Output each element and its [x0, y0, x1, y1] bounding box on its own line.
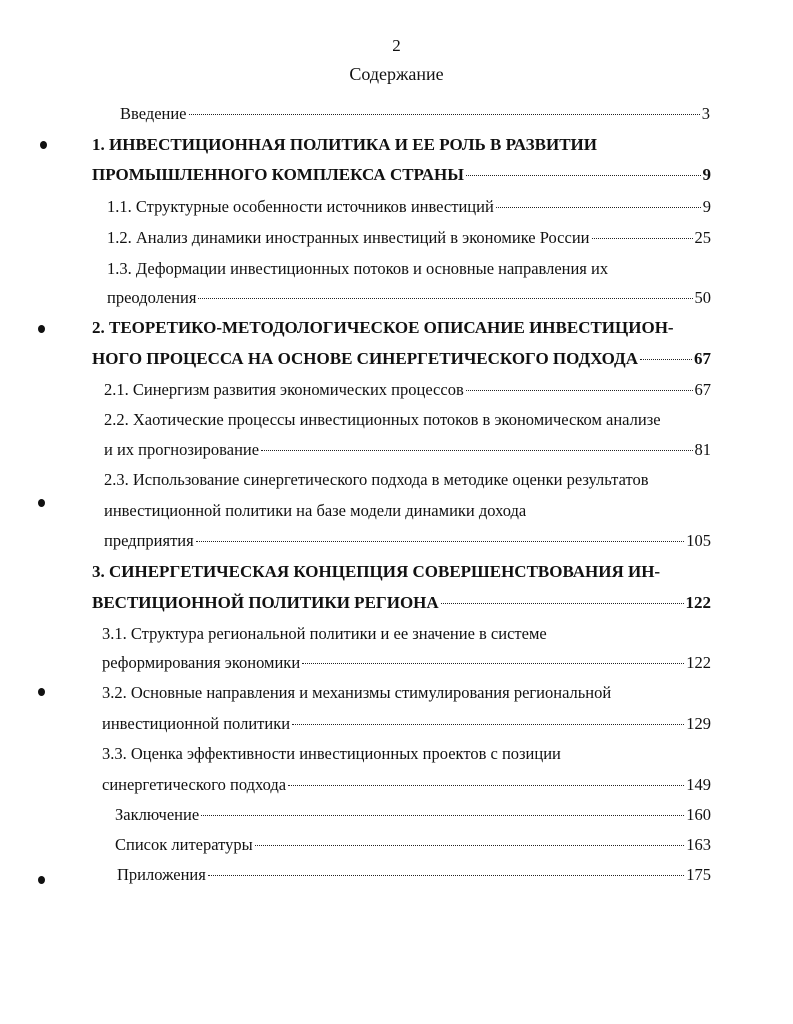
toc-page-number: 122 — [686, 653, 711, 672]
page-title: Содержание — [349, 64, 444, 84]
toc-entry-text: НОГО ПРОЦЕССА НА ОСНОВЕ СИНЕРГЕТИЧЕСКОГО ПОДХОДА — [92, 349, 638, 368]
toc-entry-text: ВЕСТИЦИОННОЙ ПОЛИТИКИ РЕГИОНА — [92, 593, 439, 612]
dot-leader — [466, 175, 701, 176]
toc-chapter-1-line-2 — [92, 165, 711, 185]
dot-leader — [640, 359, 692, 360]
margin-bullet-icon — [40, 141, 47, 149]
dot-leader — [255, 845, 685, 846]
toc-section-3-3-line-1: 3.3. Оценка эффективности инвестиционных проектов с позиции — [102, 744, 561, 763]
toc-intro — [120, 104, 710, 124]
toc-entry-text: реформирования экономики — [102, 653, 301, 672]
toc-section-1-2 — [107, 228, 711, 248]
toc-entry-text: преодоления — [107, 288, 197, 307]
toc-page-number: 67 — [694, 380, 711, 399]
toc-section-2-3-line-2: инвестиционной политики на базе модели динамики дохода — [104, 501, 527, 520]
toc-section-3-2-line-2 — [102, 714, 711, 734]
toc-entry-text: 2.1. Синергизм развития экономических процессов — [104, 380, 464, 399]
toc-section-1-3-line-2 — [107, 288, 711, 308]
page-number: 2 — [392, 36, 401, 55]
toc-entry-text: синергетического подхода — [102, 775, 287, 794]
toc-entry-text: 1.2. Анализ динамики иностранных инвестиций в экономике России — [107, 228, 590, 247]
toc-chapter-3-line-2 — [92, 593, 711, 613]
toc-page-number: 163 — [686, 835, 711, 854]
toc-page-number: 122 — [685, 593, 711, 612]
toc-section-2-3-line-1: 2.3. Использование синергетического подхода в методике оценки результатов — [104, 470, 649, 489]
toc-entry-text: Список литературы — [115, 835, 253, 854]
toc-page-number: 149 — [686, 775, 711, 794]
toc-chapter-2-line-2 — [92, 349, 711, 369]
margin-bullet-icon — [38, 876, 45, 884]
dot-leader — [441, 603, 684, 604]
toc-entry-text: Введение — [120, 104, 187, 123]
toc-page-number: 81 — [694, 440, 711, 459]
toc-entry-text: предприятия — [104, 531, 194, 550]
toc-chapter-3-line-1: 3. СИНЕРГЕТИЧЕСКАЯ КОНЦЕПЦИЯ СОВЕРШЕНСТВОВАНИЯ ИН- — [92, 562, 661, 581]
toc-section-2-2-line-1: 2.2. Хаотические процессы инвестиционных потоков в экономическом анализе — [104, 410, 661, 429]
toc-entry-text: Приложения — [117, 865, 206, 884]
dot-leader — [302, 663, 684, 664]
toc-page-number: 105 — [686, 531, 711, 550]
toc-conclusion — [115, 805, 711, 825]
toc-page-number: 129 — [686, 714, 711, 733]
toc-chapter-1-line-1: 1. ИНВЕСТИЦИОННАЯ ПОЛИТИКА И ЕЕ РОЛЬ В РАЗВИТИИ — [92, 135, 597, 154]
margin-bullet-icon — [38, 499, 45, 507]
toc-entry-text: 1.1. Структурные особенности источников инвестиций — [107, 197, 494, 216]
toc-section-3-3-line-2 — [102, 775, 711, 795]
toc-entry-text: и их прогнозирование — [104, 440, 260, 459]
dot-leader — [208, 875, 684, 876]
margin-bullet-icon — [38, 325, 45, 333]
toc-entry-text: Заключение — [115, 805, 200, 824]
toc-section-2-2-line-2 — [104, 440, 711, 460]
toc-section-3-1-line-1: 3.1. Структура региональной политики и ее значение в системе — [102, 624, 547, 643]
dot-leader — [592, 238, 693, 239]
toc-appendix — [117, 865, 711, 885]
dot-leader — [466, 390, 693, 391]
toc-section-2-3-line-3 — [104, 531, 711, 551]
dot-leader — [292, 724, 684, 725]
toc-entry-text: ПРОМЫШЛЕННОГО КОМПЛЕКСА СТРАНЫ — [92, 165, 464, 184]
dot-leader — [198, 298, 692, 299]
dot-leader — [261, 450, 692, 451]
dot-leader — [196, 541, 685, 542]
toc-page-number: 25 — [694, 228, 711, 247]
toc-page-number: 9 — [702, 165, 711, 184]
toc-section-1-1 — [107, 197, 711, 217]
toc-section-1-3-line-1: 1.3. Деформации инвестиционных потоков и основные направления их — [107, 259, 609, 278]
toc-section-2-1 — [104, 380, 711, 400]
toc-page-number: 175 — [686, 865, 711, 884]
toc-entry-text: инвестиционной политики — [102, 714, 291, 733]
toc-page-number: 50 — [694, 288, 711, 307]
dot-leader — [496, 207, 701, 208]
toc-references — [115, 835, 711, 855]
dot-leader — [189, 114, 700, 115]
dot-leader — [288, 785, 684, 786]
toc-page-number: 3 — [701, 104, 710, 123]
toc-page-number: 67 — [694, 349, 711, 368]
dot-leader — [201, 815, 684, 816]
margin-bullet-icon — [38, 688, 45, 696]
toc-section-3-2-line-1: 3.2. Основные направления и механизмы стимулирования региональной — [102, 683, 612, 702]
toc-page-number: 160 — [686, 805, 711, 824]
toc-page-number: 9 — [702, 197, 711, 216]
toc-chapter-2-line-1: 2. ТЕОРЕТИКО-МЕТОДОЛОГИЧЕСКОЕ ОПИСАНИЕ ИНВЕСТИЦИОН- — [92, 318, 674, 337]
toc-section-3-1-line-2 — [102, 653, 711, 673]
